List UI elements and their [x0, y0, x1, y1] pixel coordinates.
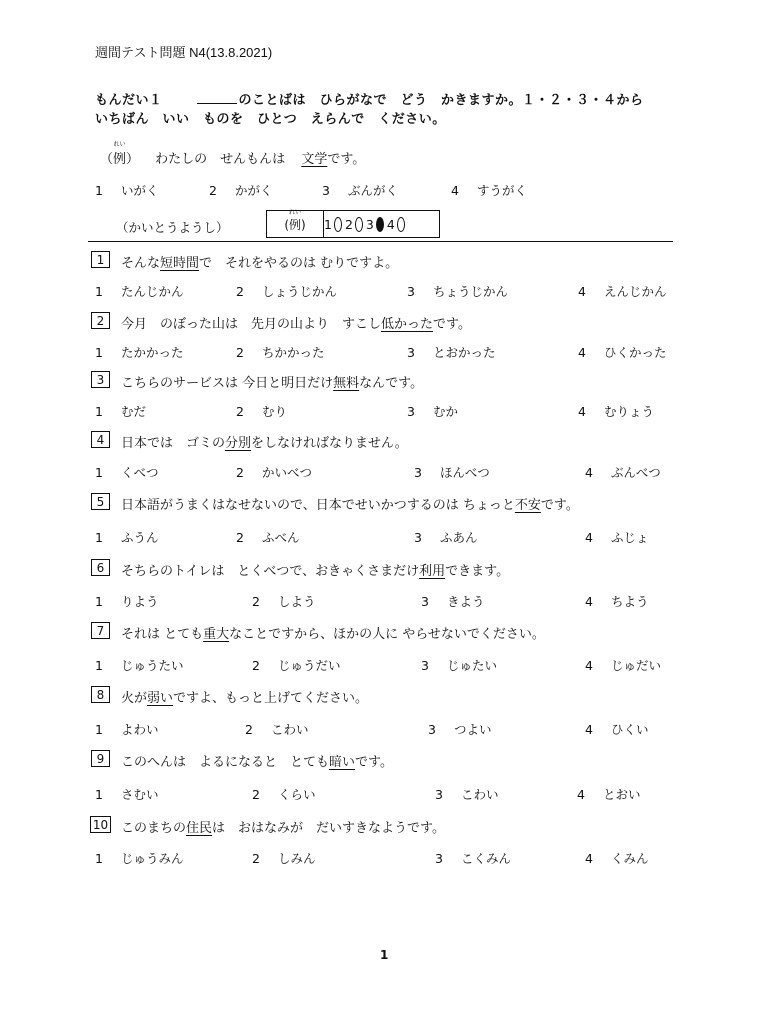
example-target-word: 文学 — [301, 152, 328, 167]
option-number: 1 — [95, 722, 103, 737]
question-text-after: は おはなみが だいすきなようです。 — [212, 821, 445, 836]
example-option-1[interactable]: 1 いがく — [95, 183, 159, 198]
question-number: 6 — [91, 559, 110, 576]
answer-option-2[interactable] — [252, 592, 315, 610]
instruction-line-1 — [95, 89, 644, 108]
question-sentence — [121, 560, 509, 579]
question-target-word: 住民 — [186, 821, 213, 836]
worksheet-title: 週間テスト問題 N4(13.8.2021) — [95, 45, 273, 60]
option-number: 1 — [95, 284, 103, 299]
question-text-after: です。 — [433, 317, 471, 332]
question-target-word: 重大 — [203, 627, 230, 642]
question-sentence — [121, 432, 408, 451]
answer-option-1[interactable] — [95, 463, 158, 481]
option-number: 4 — [578, 284, 586, 299]
option-number: 1 — [95, 404, 103, 419]
section-divider — [88, 241, 673, 242]
example-furigana: れい — [113, 141, 126, 148]
option-text: よわい — [120, 722, 159, 737]
answer-option-3[interactable] — [407, 402, 458, 420]
question-text-after: なことですから、ほかの人に やらせないでください。 — [229, 627, 545, 642]
option-number: 4 — [585, 530, 593, 545]
answer-bubble-2[interactable] — [355, 217, 363, 232]
answer-option-4[interactable] — [585, 849, 648, 867]
option-text: じゅだい — [610, 658, 661, 673]
option-text: くみん — [610, 851, 649, 866]
answer-option-1[interactable] — [95, 720, 158, 738]
option-text: くべつ — [120, 465, 159, 480]
answer-bubble-4[interactable] — [397, 217, 405, 232]
option-text: しょうじかん — [261, 284, 337, 299]
option-number: 3 — [407, 404, 415, 419]
answer-option-1[interactable] — [95, 592, 158, 610]
option-text: とおかった — [432, 345, 496, 360]
option-text: たんじかん — [120, 284, 184, 299]
answer-bubbles — [324, 211, 408, 237]
answer-option-2[interactable] — [236, 343, 324, 361]
answer-option-4[interactable] — [578, 343, 666, 361]
option-text: きよう — [446, 594, 485, 609]
answer-option-1[interactable] — [95, 785, 158, 803]
option-text: ちかかった — [261, 345, 325, 360]
answer-option-3[interactable] — [407, 282, 508, 300]
example-option-4[interactable]: 4 すうがく — [451, 183, 527, 198]
page-number: 1 — [380, 948, 389, 962]
instruction-line-2: いちばん いい ものを ひとつ えらんで ください。 — [95, 112, 446, 127]
question-target-word: 短時間 — [160, 256, 200, 271]
option-number: 2 — [236, 404, 244, 419]
option-number: 4 — [585, 658, 593, 673]
question-text-before: そちらのトイレは とくべつで、おきゃくさまだけ — [121, 564, 420, 579]
option-text: ぶんべつ — [610, 465, 661, 480]
question-target-word: 低かった — [381, 317, 434, 332]
answer-option-4[interactable] — [577, 785, 640, 803]
question-text-after: です。 — [540, 498, 579, 513]
option-number: 3 — [435, 851, 443, 866]
option-number: 3 — [414, 530, 422, 545]
question-sentence — [121, 494, 579, 513]
bubble-number-3: 3 — [365, 216, 374, 232]
answer-sheet-example-label: (例) — [284, 217, 306, 232]
answer-bubble-3[interactable] — [376, 217, 384, 232]
question-sentence — [121, 687, 368, 706]
option-text: ひくかった — [603, 345, 667, 360]
question-text-before: 今月 のぼった山は 先月の山より すこし — [121, 317, 382, 332]
question-text-after: です。 — [355, 755, 393, 770]
answer-option-3[interactable] — [421, 592, 484, 610]
option-number: 1 — [95, 530, 103, 545]
answer-option-2[interactable] — [236, 528, 299, 546]
answer-option-4[interactable] — [585, 463, 661, 481]
question-sentence — [121, 817, 445, 836]
answer-option-2[interactable] — [252, 785, 315, 803]
option-text: こわい — [270, 722, 309, 737]
option-number: 2 — [236, 284, 244, 299]
answer-option-3[interactable] — [414, 528, 477, 546]
answer-option-2[interactable] — [236, 463, 312, 481]
question-text-before: このまちの — [121, 821, 187, 836]
example-option-2[interactable]: 2 かがく — [209, 183, 273, 198]
answer-option-3[interactable] — [414, 463, 490, 481]
option-text: りよう — [120, 594, 159, 609]
instruction-text-1: のことばは ひらがなで どう かきますか。１・２・３・４から — [238, 93, 644, 108]
bubble-number-1: 1 — [324, 216, 332, 232]
answer-sheet-label: （かいとうようし） — [116, 220, 229, 235]
answer-option-3[interactable] — [421, 656, 497, 674]
question-sentence — [121, 252, 398, 271]
question-number: 7 — [91, 622, 110, 639]
option-text: かいべつ — [261, 465, 312, 480]
answer-option-4[interactable] — [585, 656, 661, 674]
answer-option-3[interactable] — [435, 785, 498, 803]
answer-sheet-furigana: れい — [288, 208, 302, 216]
question-text-before: そんな — [121, 256, 161, 271]
question-number: 4 — [91, 431, 110, 448]
question-text-after: ですよ、もっと上げてください。 — [173, 691, 369, 706]
answer-option-4[interactable] — [585, 528, 648, 546]
question-number: 3 — [91, 371, 110, 388]
answer-option-4[interactable] — [578, 402, 654, 420]
answer-bubble-1[interactable] — [334, 217, 342, 232]
answer-option-2[interactable] — [236, 282, 337, 300]
option-text: とおい — [602, 787, 641, 802]
option-text: くらい — [277, 787, 316, 802]
option-text: むりょう — [603, 404, 654, 419]
option-text: ひくい — [610, 722, 649, 737]
option-number: 2 — [252, 658, 260, 673]
example-sentence — [100, 141, 366, 167]
question-text-before: 日本語がうまくはなせないので、日本でせいかつするのは ちょっと — [121, 498, 515, 513]
option-number: 4 — [585, 851, 593, 866]
answer-option-2[interactable] — [245, 720, 308, 738]
option-text: しみん — [277, 851, 316, 866]
question-number: 8 — [91, 686, 110, 703]
answer-option-3[interactable] — [407, 343, 495, 361]
example-text-after: です。 — [327, 152, 366, 167]
answer-option-2[interactable] — [252, 849, 315, 867]
option-text: むか — [432, 404, 458, 419]
answer-option-4[interactable] — [585, 592, 648, 610]
question-text-before: それは とても — [121, 627, 204, 642]
option-text: じゅうみん — [120, 851, 184, 866]
question-text-before: 日本では ゴミの — [121, 436, 226, 451]
option-text: こわい — [460, 787, 499, 802]
option-text: じゅうたい — [120, 658, 184, 673]
option-number: 2 — [252, 851, 260, 866]
option-number: 2 — [245, 722, 253, 737]
answer-option-1[interactable] — [95, 528, 158, 546]
option-number: 3 — [428, 722, 436, 737]
option-number: 2 — [236, 345, 244, 360]
answer-option-1[interactable] — [95, 656, 183, 674]
option-number: 4 — [578, 345, 586, 360]
option-number: 1 — [95, 787, 103, 802]
option-text: ふうん — [120, 530, 159, 545]
option-number: 2 — [252, 787, 260, 802]
answer-option-2[interactable] — [236, 402, 287, 420]
option-number: 3 — [435, 787, 443, 802]
option-number: 3 — [414, 465, 422, 480]
option-number: 4 — [585, 465, 593, 480]
option-number: 4 — [585, 594, 593, 609]
option-text: ちよう — [610, 594, 649, 609]
question-target-word: 暗い — [329, 755, 356, 770]
option-number: 2 — [252, 594, 260, 609]
example-label — [100, 141, 140, 167]
bubble-number-2: 2 — [344, 216, 353, 232]
answer-option-1[interactable] — [95, 849, 183, 867]
example-option-3[interactable]: 3 ぶんがく — [322, 183, 398, 198]
option-number: 1 — [95, 465, 103, 480]
option-text: ふあん — [439, 530, 478, 545]
option-number: 2 — [236, 530, 244, 545]
answer-option-4[interactable] — [578, 282, 666, 300]
question-sentence — [121, 313, 471, 332]
answer-option-2[interactable] — [252, 656, 340, 674]
option-text: こくみん — [460, 851, 511, 866]
answer-blank — [197, 93, 237, 104]
option-number: 3 — [421, 594, 429, 609]
option-number: 4 — [577, 787, 585, 802]
option-text: ちょうじかん — [432, 284, 508, 299]
question-target-word: 利用 — [419, 564, 446, 579]
answer-option-1[interactable] — [95, 402, 146, 420]
answer-option-3[interactable] — [435, 849, 511, 867]
question-text-before: こちらのサービスは 今日と明日だけ — [121, 376, 334, 391]
option-text: ふじょ — [610, 530, 649, 545]
answer-sheet-box — [266, 210, 440, 238]
option-text: えんじかん — [603, 284, 667, 299]
question-text-after: できます。 — [445, 564, 510, 579]
example-text-before: わたしの せんもんは — [155, 152, 286, 167]
question-target-word: 無料 — [333, 376, 360, 391]
option-number: 1 — [95, 851, 103, 866]
option-number: 1 — [95, 594, 103, 609]
option-text: たかかった — [120, 345, 184, 360]
option-number: 3 — [407, 284, 415, 299]
option-number: 4 — [585, 722, 593, 737]
option-number: 1 — [95, 658, 103, 673]
question-text-after: なんです。 — [359, 376, 424, 391]
question-number: 1 — [91, 251, 110, 268]
option-text: むり — [261, 404, 287, 419]
answer-option-1[interactable] — [95, 282, 183, 300]
option-text: じゅたい — [446, 658, 497, 673]
question-text-after: をしなければなりません。 — [251, 436, 408, 451]
option-text: ほんべつ — [439, 465, 490, 480]
option-number: 1 — [95, 345, 103, 360]
question-number: 2 — [91, 312, 110, 329]
option-text: さむい — [120, 787, 159, 802]
question-sentence — [121, 623, 545, 642]
mondai-label: もんだい１ — [95, 93, 163, 108]
question-sentence — [121, 751, 393, 770]
option-text: しよう — [277, 594, 316, 609]
option-text: むだ — [120, 404, 146, 419]
option-number: 2 — [236, 465, 244, 480]
question-number: 9 — [91, 750, 110, 767]
question-target-word: 分別 — [225, 436, 252, 451]
answer-option-1[interactable] — [95, 343, 183, 361]
question-text-after: で それをやるのは むりですよ。 — [199, 256, 399, 271]
answer-sheet-example — [267, 208, 324, 237]
example-label-text: （例） — [100, 152, 140, 167]
answer-option-4[interactable] — [585, 720, 648, 738]
question-text-before: このへんは よるになると とても — [121, 755, 330, 770]
option-number: 3 — [421, 658, 429, 673]
option-number: 3 — [407, 345, 415, 360]
bubble-number-4: 4 — [386, 216, 395, 232]
option-text: つよい — [453, 722, 492, 737]
question-number: 10 — [90, 816, 111, 833]
option-text: ふべん — [261, 530, 300, 545]
question-number: 5 — [91, 493, 110, 510]
option-number: 4 — [578, 404, 586, 419]
option-text: じゅうだい — [277, 658, 341, 673]
question-target-word: 弱い — [147, 691, 174, 706]
question-sentence — [121, 372, 423, 391]
answer-option-3[interactable] — [428, 720, 491, 738]
question-text-before: 火が — [121, 691, 148, 706]
question-target-word: 不安 — [514, 498, 541, 513]
